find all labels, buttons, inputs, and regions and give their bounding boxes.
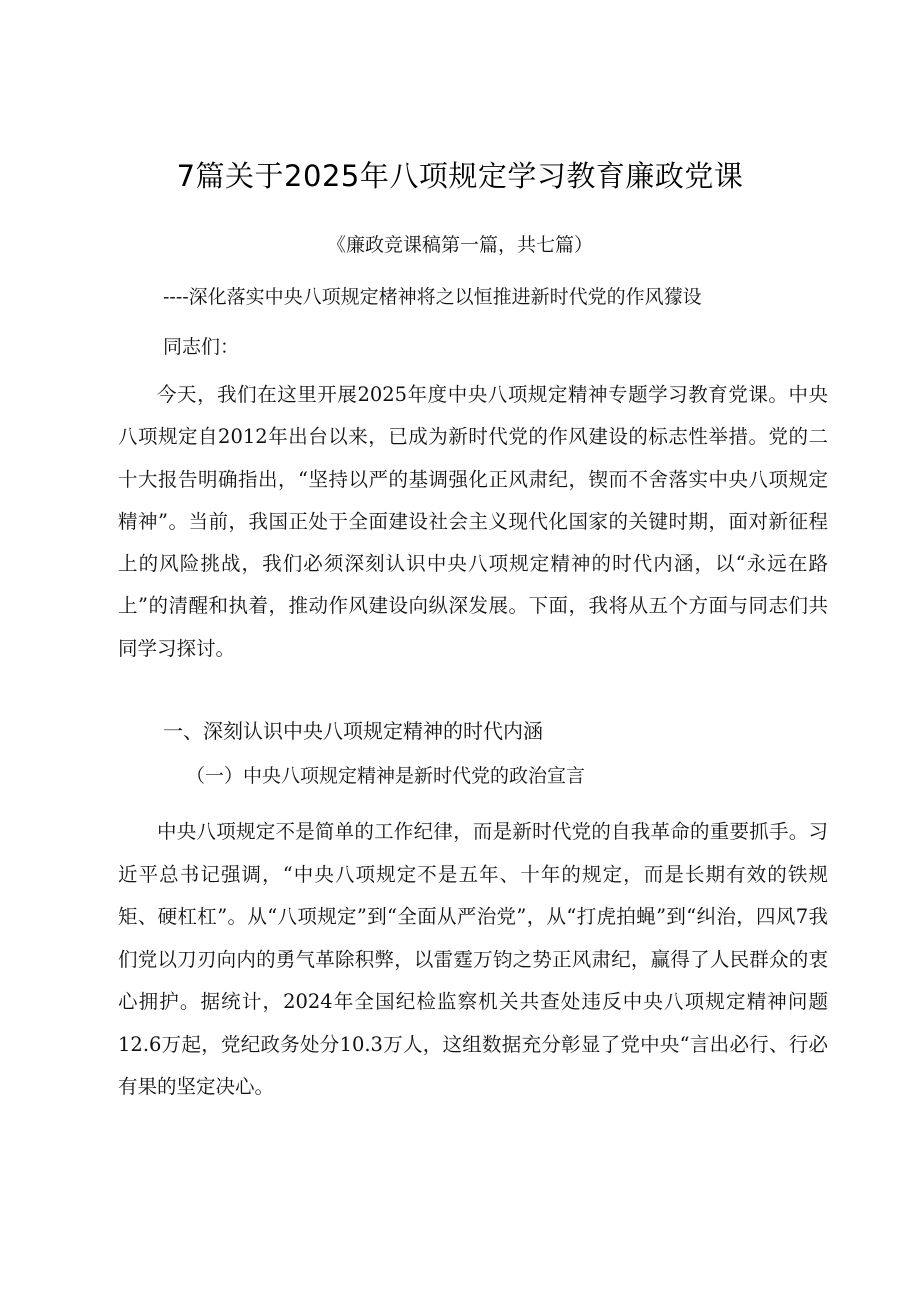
document-title: 7篇关于2025年八项规定学习教育廉政党课: [176, 159, 744, 193]
subsection-heading: （一）中央八项规定精神是新时代党的政治宣言: [186, 765, 586, 787]
document-subtitle: 《廉政竞课稿第一篇，共七篇）: [326, 234, 593, 256]
greeting: 同志们：: [163, 336, 240, 358]
body-paragraph: 今天，我们在这里开展2025年度中央八项规定精神专题学习教育党课。中央八项规定自2012年出台以来，已成为新时代党的作风建设的标志性举措。党的二十大报告明确指出，“坚持以严的基调强化正风肃纪，锲而不舍落实中央八项规定精神”。当前，我国正处于全面建设社会主义现代化国家的关键时期，面对新征程上的风险挑战，我们必须深刻认识中央八项规定精神的时代内涵，以“永远在路上”的清醒和执着，推动作风建设向纵深发展。下面，我将从五个方面与同志们共同学习探讨。: [118, 383, 828, 660]
document-tagline: ----深化落实中央八项规定楮神将之以恒推进新时代党的作风獴设: [163, 286, 702, 308]
section-heading: 一、深刻认识中央八项规定精神的时代内涵: [163, 719, 543, 743]
body-paragraph: 中央八项规定不是简单的工作纪律，而是新时代党的自我革命的重要抓手。习近平总书记强调，“中央八项规定不是五年、十年的规定，而是长期有效的铁规矩、硬杠杠”。从“八项规定”到“全面从严治党”，从“打虎拍蝇”到“纠治，四风7我们党以刀刃向内的勇气革除积弊，以雷霆万钧之势正风肃纪，赢得了人民群众的衷心拥护。据统计，2024年全国纪检监察机关共查处违反中央八项规定精神问题12.6万起，党纪政务处分10.3万人，这组数据充分彰显了党中央“言出必行、行必有果的坚定决心。: [118, 820, 828, 1098]
